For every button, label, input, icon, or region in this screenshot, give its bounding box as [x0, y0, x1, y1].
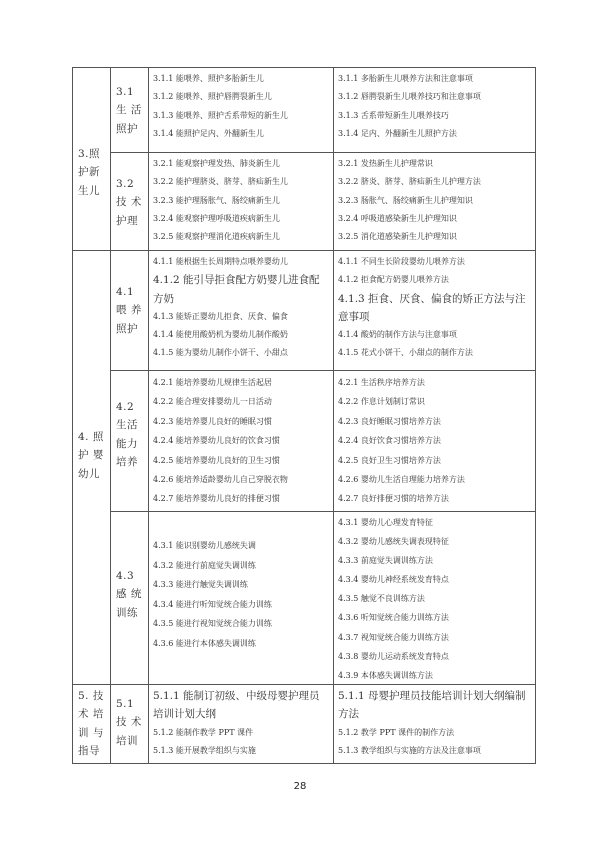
category-text: 术 培: [78, 708, 104, 721]
row-divider: [110, 152, 536, 153]
knowledge-item: 4.3.3 前庭觉失调训练方法: [338, 556, 433, 566]
category-text: 护新: [78, 166, 100, 179]
skill-item: 4.1.5 能为婴幼儿制作小饼干、小甜点: [153, 348, 288, 358]
skill-item: 3.1.2 能喂养、照护唇腭裂新生儿: [153, 92, 272, 102]
knowledge-item: 4.3.9 本体感失调训练方法: [338, 670, 433, 680]
unit-text: 生活: [116, 419, 138, 432]
knowledge-item: 4.2.1 生活秩序培养方法: [338, 378, 425, 387]
knowledge-item: 5.1.3 教学组织与实施的方法及注意事项: [338, 745, 481, 755]
unit-text: 培训: [116, 734, 138, 747]
knowledge-item: 4.2.7 良好排便习惯的培养方法: [338, 494, 449, 504]
category-text: 5. 技: [78, 690, 104, 702]
unit-cell: [110, 695, 148, 750]
skill-item: 4.1.4 能使用酸奶机为婴幼儿制作酸奶: [153, 330, 288, 340]
knowledge-item: 3.2.2 脐炎、脐芽、脐疝新生儿护理方法: [338, 177, 481, 187]
skill-item: 4.3.4 能进行听知觉统合能力训练: [153, 599, 272, 609]
unit-text: 护理: [116, 214, 138, 227]
unit-cell: [110, 283, 148, 338]
page-number: 28: [293, 781, 307, 792]
knowledge-item: 3.1.2 唇腭裂新生儿喂养技巧和注意事项: [338, 92, 481, 102]
skills-cell: [153, 687, 331, 760]
category-text: 生儿: [78, 184, 100, 197]
skills-cell: [153, 70, 331, 143]
unit-text: 5.1: [116, 698, 135, 710]
skills-cell: [153, 373, 331, 509]
skill-item: 4.2.7 能培养婴幼儿良好的排便习惯: [153, 494, 280, 504]
skill-item: 3.2.2 能护理脐炎、脐芽、脐疝新生儿: [153, 177, 288, 187]
knowledge-item: 3.2.3 肠胀气、肠绞痛新生儿护理知识: [338, 195, 473, 205]
unit-cell: [110, 175, 148, 230]
skill-item: 4.3.5 能进行视知觉统合能力训练: [153, 619, 272, 628]
unit-text: 照护: [116, 322, 138, 335]
knowledge-item: 3.2.4 呼吸道感染新生儿护理知识: [338, 213, 457, 223]
skill-item: 5.1.3 能开展教学组织与实施: [153, 745, 256, 755]
category-cell: [72, 145, 110, 200]
table-border-right: [535, 67, 536, 764]
row-divider: [72, 250, 536, 251]
table-border-bottom: [72, 763, 536, 764]
unit-text: 生 活: [116, 104, 142, 117]
category-cell: [72, 687, 110, 760]
unit-text: 3.2: [116, 178, 135, 190]
knowledge-item: 4.1.2 拒食配方奶婴儿喂养方法: [338, 275, 449, 285]
knowledge-item: 3.2.1 发热新生儿护理常识: [338, 159, 433, 168]
knowledge-item: 5.1.1 母婴护理员技能培训计划大纲编制方法: [338, 690, 526, 721]
knowledge-cell: [338, 513, 534, 685]
skill-item: 4.2.4 能培养婴幼儿良好的饮食习惯: [153, 436, 280, 446]
skills-cell: [153, 253, 331, 363]
knowledge-item: 3.1.4 足内、外翻新生儿照护方法: [338, 128, 457, 138]
skill-item: 3.2.4 能观察护理呼吸道疾病新生儿: [153, 213, 280, 223]
skill-item: 3.1.3 能喂养、照护舌系带短的新生儿: [153, 110, 288, 120]
knowledge-item: 4.2.4 良好饮食习惯培养方法: [338, 436, 441, 446]
unit-text: 技 术: [116, 196, 142, 209]
skill-item: 4.2.5 能培养婴幼儿良好的卫生习惯: [153, 455, 280, 465]
unit-text: 训练: [116, 606, 138, 619]
row-divider: [110, 511, 536, 512]
knowledge-item: 5.1.2 教学 PPT 课件的制作方法: [338, 727, 455, 737]
skill-item: 3.1.4 能照护足内、外翻新生儿: [153, 128, 264, 138]
knowledge-item: 4.2.2 作息计划制订常识: [338, 397, 425, 407]
unit-text: 4.3: [116, 570, 135, 582]
unit-text: 培养: [116, 455, 138, 468]
skill-item: 3.1.1 能喂养、照护多胎新生儿: [153, 74, 264, 83]
unit-text: 感 统: [116, 588, 142, 601]
knowledge-cell: [338, 253, 534, 363]
knowledge-item: 4.3.4 婴幼儿神经系统发育特点: [338, 575, 449, 585]
skill-item: 4.1.3 能矫正婴幼儿拒食、厌食、偏食: [153, 311, 288, 321]
skill-item: 4.3.1 能识别婴幼儿感统失调: [153, 541, 256, 550]
skill-item: 4.1.1 能根据生长周期特点喂养婴幼儿: [153, 257, 288, 266]
skill-item: 3.2.1 能观察护理发热、肺炎新生儿: [153, 159, 280, 168]
knowledge-item: 4.1.5 花式小饼干、小甜点的制作方法: [338, 348, 473, 358]
skill-item: 3.2.3 能护理肠胀气、肠绞痛新生儿: [153, 195, 280, 205]
unit-text: 喂 养: [116, 304, 142, 317]
category-cell: [72, 428, 110, 483]
knowledge-item: 4.3.7 视知觉统合能力训练方法: [338, 632, 449, 642]
skill-item: 4.2.2 能合理安排婴幼儿一日活动: [153, 397, 272, 407]
skill-item: 5.1.2 能制作教学 PPT 课件: [153, 727, 254, 737]
knowledge-item: 4.2.5 良好卫生习惯培养方法: [338, 455, 441, 465]
knowledge-cell: [338, 373, 534, 509]
category-text: 3.照: [78, 148, 101, 160]
knowledge-item: 4.3.2 婴幼儿感统失调表现特征: [338, 537, 449, 547]
unit-cell: [110, 567, 148, 622]
unit-text: 技 术: [116, 716, 142, 729]
knowledge-item: 4.2.3 良好睡眠习惯培养方法: [338, 416, 441, 426]
unit-cell: [110, 398, 148, 471]
skill-item: 4.3.2 能进行前庭觉失调训练: [153, 560, 256, 570]
skill-item: 4.3.3 能进行触觉失调训练: [153, 580, 248, 589]
skill-item: 4.3.6 能进行本体感失调训练: [153, 638, 256, 648]
knowledge-item: 4.3.6 听知觉统合能力训练方法: [338, 613, 449, 623]
knowledge-item: 3.1.3 舌系带短新生儿喂养技巧: [338, 110, 449, 120]
knowledge-item: 4.2.6 婴幼儿生活自理能力培养方法: [338, 475, 465, 485]
knowledge-item: 4.3.1 婴幼儿心理发育特征: [338, 518, 433, 527]
unit-text: 能力: [116, 437, 138, 450]
knowledge-item: 4.3.5 触觉不良训练方法: [338, 594, 425, 604]
column-divider: [333, 67, 334, 764]
category-text: 护 婴: [78, 449, 104, 462]
skill-item: 4.1.2 能引导拒食配方奶婴儿进食配方奶: [153, 274, 320, 305]
unit-cell: [110, 83, 148, 138]
unit-text: 3.1: [116, 86, 135, 98]
unit-text: 4.2: [116, 401, 135, 413]
category-text: 幼儿: [78, 467, 100, 480]
unit-text: 4.1: [116, 286, 135, 298]
knowledge-item: 4.1.1 不同生长阶段婴幼儿喂养方法: [338, 257, 465, 266]
skill-item: 4.2.1 能培养婴幼儿规律生活起居: [153, 378, 272, 387]
column-divider: [148, 67, 149, 764]
skill-item: 3.2.5 能观察护理消化道疾病新生儿: [153, 232, 280, 242]
knowledge-cell: [338, 155, 534, 246]
knowledge-item: 4.1.3 拒食、厌食、偏食的矫正方法与注意事项: [338, 292, 526, 323]
skill-item: 5.1.1 能制订初级、中级母婴护理员培训计划大纲: [153, 690, 320, 721]
knowledge-item: 4.3.8 婴幼儿运动系统发育特点: [338, 651, 449, 661]
table-border-top: [72, 67, 536, 68]
knowledge-item: 3.1.1 多胎新生儿喂养方法和注意事项: [338, 74, 473, 83]
row-divider: [110, 370, 536, 371]
knowledge-item: 4.1.4 酸奶的制作方法与注意事项: [338, 330, 457, 340]
category-text: 4. 照: [78, 431, 104, 443]
knowledge-cell: [338, 70, 534, 143]
skill-item: 4.2.6 能培养适龄婴幼儿自己穿脱衣物: [153, 475, 288, 485]
category-text: 训 与: [78, 726, 104, 739]
skill-item: 4.2.3 能培养婴儿良好的睡眠习惯: [153, 416, 272, 426]
skills-cell: [153, 536, 331, 653]
skills-cell: [153, 155, 331, 246]
knowledge-cell: [338, 687, 534, 760]
knowledge-item: 3.2.5 消化道感染新生儿护理知识: [338, 232, 457, 242]
unit-text: 照护: [116, 122, 138, 135]
category-text: 指导: [78, 744, 100, 757]
